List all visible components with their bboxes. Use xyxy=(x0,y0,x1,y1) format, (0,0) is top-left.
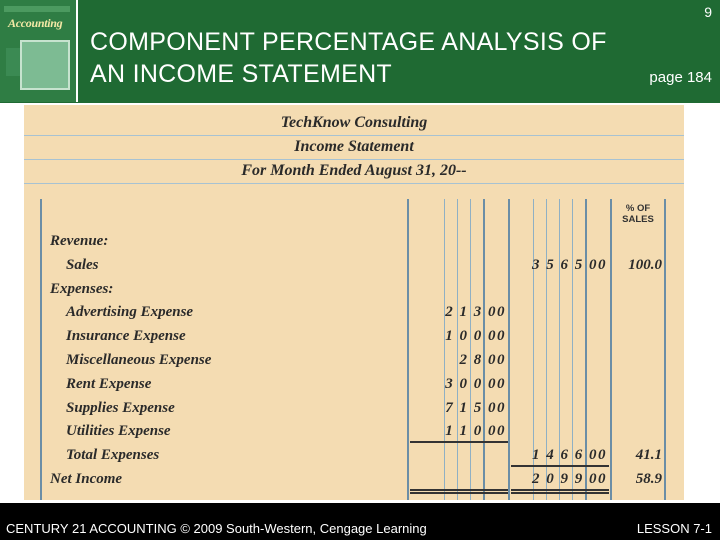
amount-column-1: 1 1 0 00 xyxy=(445,423,506,440)
double-rule xyxy=(511,489,609,494)
amount-column-1: 1 0 0 00 xyxy=(445,328,506,345)
statement-period: For Month Ended August 31, 20-- xyxy=(24,159,684,184)
statement-row xyxy=(24,300,684,324)
cover-bar xyxy=(4,6,70,12)
page-reference: page 184 xyxy=(649,69,712,86)
book-logo: Accounting xyxy=(8,16,63,30)
slide-footer xyxy=(0,503,720,540)
amount-column-1: 3 0 0 00 xyxy=(445,375,506,392)
slide-header xyxy=(0,0,720,103)
statement-row xyxy=(24,253,684,277)
company-name: TechKnow Consulting xyxy=(24,111,684,136)
cover-decoration xyxy=(20,40,70,90)
row-label: Total Expenses xyxy=(66,447,160,464)
statement-row xyxy=(24,324,684,348)
pct-header-line-2: SALES xyxy=(622,214,654,225)
row-label: Sales xyxy=(66,256,99,273)
statement-row xyxy=(24,277,684,301)
percent-of-sales: 41.1 xyxy=(635,447,662,464)
slide-number: 9 xyxy=(704,4,712,20)
row-label: Revenue: xyxy=(50,233,109,249)
amount-column-2: 3 5 6 5 00 xyxy=(532,256,607,273)
single-rule xyxy=(410,441,508,443)
percent-of-sales-header xyxy=(612,203,664,225)
amount-column-2: 2 0 9 9 00 xyxy=(532,471,607,487)
row-label: Net Income xyxy=(50,471,123,487)
statement-name: Income Statement xyxy=(24,135,684,160)
pct-header-line-1: % OF xyxy=(625,203,651,214)
statement-row xyxy=(24,372,684,396)
row-label: Expenses: xyxy=(50,280,114,297)
slide-title xyxy=(90,26,680,90)
row-label: Miscellaneous Expense xyxy=(66,352,212,368)
copyright-text: CENTURY 21 ACCOUNTING © 2009 South-Western, Cengage Learning xyxy=(6,521,427,536)
single-rule xyxy=(511,465,609,467)
row-label: Rent Expense xyxy=(66,375,152,392)
statement-row xyxy=(24,443,684,467)
row-label: Insurance Expense xyxy=(66,328,186,345)
row-label: Utilities Expense xyxy=(66,423,171,440)
textbook-cover-image xyxy=(0,0,78,102)
amount-column-1: 2 1 3 00 xyxy=(445,304,506,321)
statement-row xyxy=(24,348,684,372)
statement-row xyxy=(24,467,684,491)
statement-row xyxy=(24,419,684,443)
percent-of-sales: 100.0 xyxy=(628,256,662,273)
title-line-2: AN INCOME STATEMENT xyxy=(90,60,393,88)
income-statement-worksheet xyxy=(24,105,684,500)
double-rule xyxy=(410,489,508,494)
row-label: Supplies Expense xyxy=(66,399,175,416)
percent-of-sales: 58.9 xyxy=(635,471,662,487)
amount-column-1: 2 8 00 xyxy=(459,352,506,368)
statement-row xyxy=(24,229,684,253)
amount-column-2: 1 4 6 6 00 xyxy=(532,447,607,464)
row-label: Advertising Expense xyxy=(66,304,194,321)
amount-column-1: 7 1 5 00 xyxy=(445,399,506,416)
title-line-1: COMPONENT PERCENTAGE ANALYSIS OF xyxy=(90,28,607,56)
statement-row xyxy=(24,396,684,420)
lesson-label: LESSON 7-1 xyxy=(636,521,712,536)
